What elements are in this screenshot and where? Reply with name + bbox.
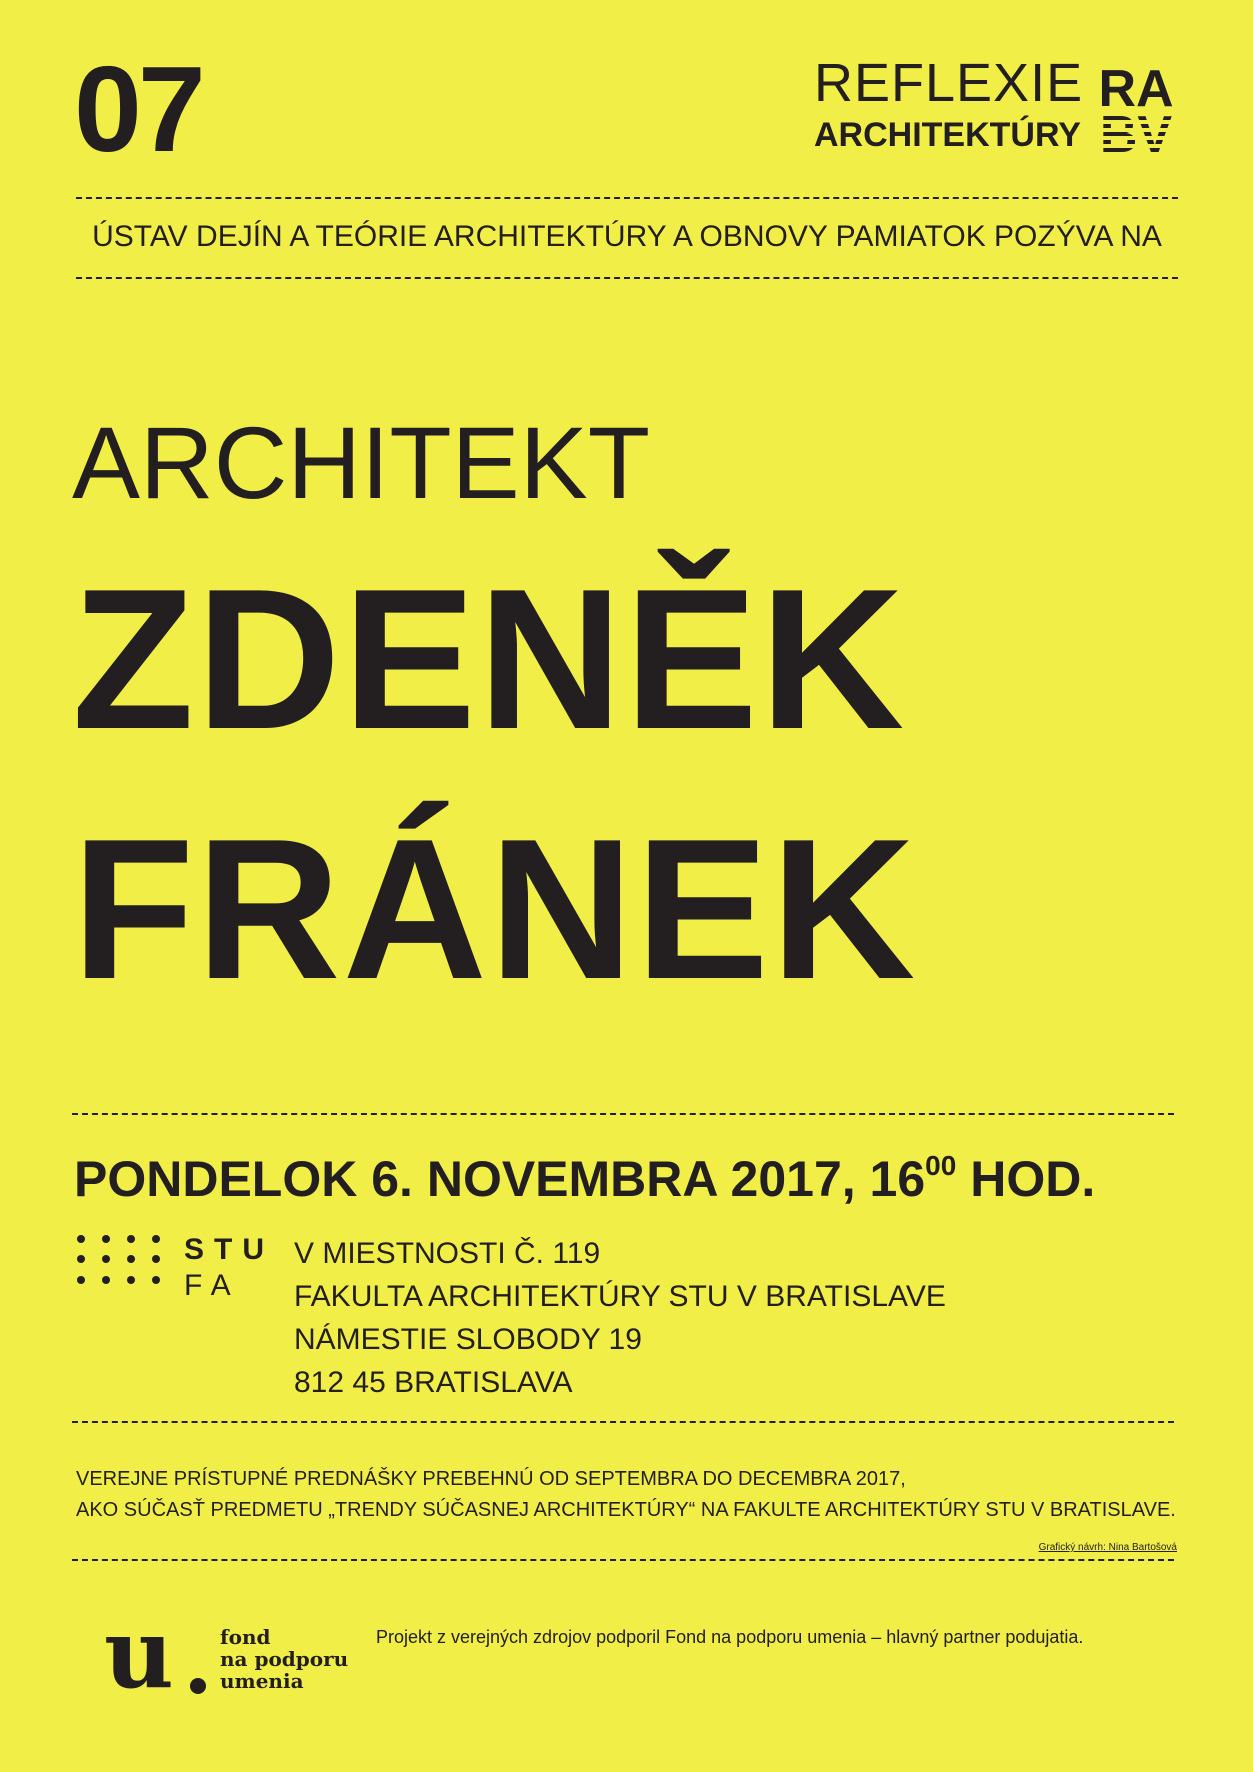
logo-mark-ra: RA [1098, 60, 1174, 118]
event-time-minutes: 00 [925, 1150, 957, 1181]
venue-address [294, 1232, 946, 1404]
logo-reflexie-text: REFLEXIE [814, 53, 1084, 113]
venue-street: NÁMESTIE SLOBODY 19 [294, 1323, 642, 1356]
speaker-last-name: FRÁNEK [72, 798, 918, 1021]
fond-logo-dot [190, 1678, 206, 1694]
divider [76, 197, 1178, 199]
stu-logo-line1: STU [184, 1233, 274, 1266]
fond-logo-text [220, 1626, 348, 1692]
invite-line: ÚSTAV DEJÍN A TEÓRIE ARCHITEKTÚRY A OBNOVY PAMIATOK POZÝVA NA [92, 220, 1162, 253]
divider [76, 277, 1178, 279]
stu-logo-line2: FA [184, 1269, 241, 1302]
fond-line-1: fond [220, 1625, 271, 1649]
logo-architektury-text: ARCHITEKTÚRY [814, 116, 1081, 154]
fond-line-3: umenia [220, 1669, 304, 1693]
event-time-suffix: HOD. [956, 1151, 1096, 1207]
event-date-time [74, 1150, 1096, 1207]
stu-fa-logo-text [184, 1232, 274, 1304]
lecture-series-note [76, 1464, 1176, 1526]
ra-bv-logo-mark [1092, 60, 1180, 156]
fond-line-2: na podporu [220, 1647, 349, 1671]
logo-mark-bv: BV [1099, 106, 1173, 156]
speaker-role: ARCHITEKT [72, 406, 651, 520]
design-credit: Grafický návrh: Nina Bartošová [1038, 1542, 1177, 1553]
stu-fa-logo-dots [76, 1234, 176, 1294]
venue-city: 812 45 BRATISLAVA [294, 1366, 573, 1399]
venue-faculty: FAKULTA ARCHITEKTÚRY STU V BRATISLAVE [294, 1280, 946, 1313]
speaker-first-name: ZDENĚK [72, 548, 907, 771]
fond-logo-mark: u [104, 1597, 174, 1710]
divider [72, 1113, 1174, 1115]
issue-number: 07 [74, 41, 202, 177]
venue-room: V MIESTNOSTI Č. 119 [294, 1237, 601, 1270]
divider [72, 1421, 1174, 1423]
event-date-text: PONDELOK 6. NOVEMBRA 2017, 16 [74, 1151, 926, 1207]
divider [72, 1559, 1174, 1561]
support-statement: Projekt z verejných zdrojov podporil Fond na podporu umenia – hlavný partner podujatia. [376, 1627, 1084, 1647]
note-line-1: VEREJNE PRÍSTUPNÉ PREDNÁŠKY PREBEHNÚ OD SEPTEMBRA DO DECEMBRA 2017, [76, 1468, 906, 1490]
note-line-2: AKO SÚČASŤ PREDMETU „TRENDY SÚČASNEJ ARCHITEKTÚRY“ NA FAKULTE ARCHITEKTÚRY STU V BRATISLAVE. [76, 1499, 1176, 1521]
